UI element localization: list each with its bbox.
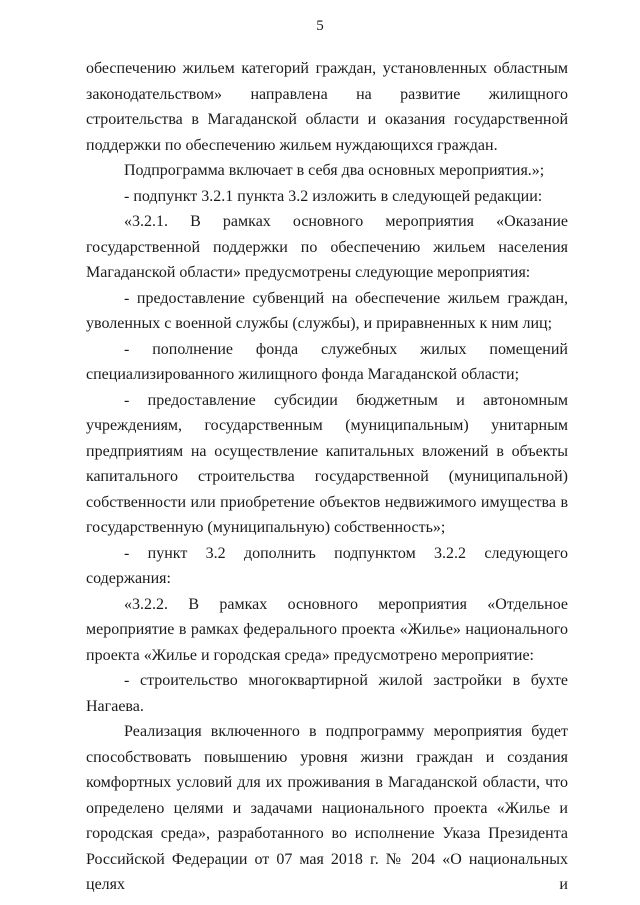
paragraph-11: Реализация включенного в подпрограмму мероприятия будет способствовать повышению уровня жизни граждан и создания комфортных условий для их проживания в Магаданской области, что определено целями и задачами национального проекта «Жилье и городская среда», разработанного во исполнение Указа Президента Российской Федерации от 07 мая 2018 г. № 204 «О национальных целях и [86, 723, 568, 893]
paragraph-1: обеспечению жильем категорий граждан, установленных областным законодательством» направлена на развитие жилищного строительства в Магаданской области и оказания государственной поддержки по обеспечению жильем нуждающихся граждан. [86, 60, 568, 154]
page-number: 5 [316, 18, 324, 34]
paragraph-3: - подпункт 3.2.1 пункта 3.2 изложить в следующей редакции: [124, 187, 543, 205]
paragraph-4: «3.2.1. В рамках основного мероприятия «Оказание государственной поддержки по обеспечению жильем населения Магаданской области» предусмотрены следующие мероприятия: [86, 213, 568, 281]
paragraph-7: - предоставление субсидии бюджетным и автономным учреждениям, государственным (муниципальным) унитарным предприятиям на осуществление капитальных вложений в объекты капитального строительства государственной (муниципальной) собственности или приобретение объектов недвижимого имущества в государственную (муниципальную) собственность»; [86, 391, 568, 536]
paragraph-9: «3.2.2. В рамках основного мероприятия «Отдельное мероприятие в рамках федерального проекта «Жилье» национального проекта «Жилье и городская среда» предусмотрено мероприятие: [86, 595, 568, 664]
paragraph-5: - предоставление субвенций на обеспечение жильем граждан, уволенных с военной службы (службы), и приравненных к ним лиц; [86, 289, 568, 332]
paragraph-2: Подпрограмма включает в себя два основных мероприятия.»; [124, 162, 545, 179]
document-body [86, 56, 568, 898]
paragraph-10: - строительство многоквартирной жилой застройки в бухте Нагаева. [86, 672, 568, 715]
paragraph-6: - пополнение фонда служебных жилых помещений специализированного жилищного фонда Магаданской области; [86, 340, 568, 383]
paragraph-8: - пункт 3.2 дополнить подпунктом 3.2.2 следующего содержания: [86, 544, 568, 587]
